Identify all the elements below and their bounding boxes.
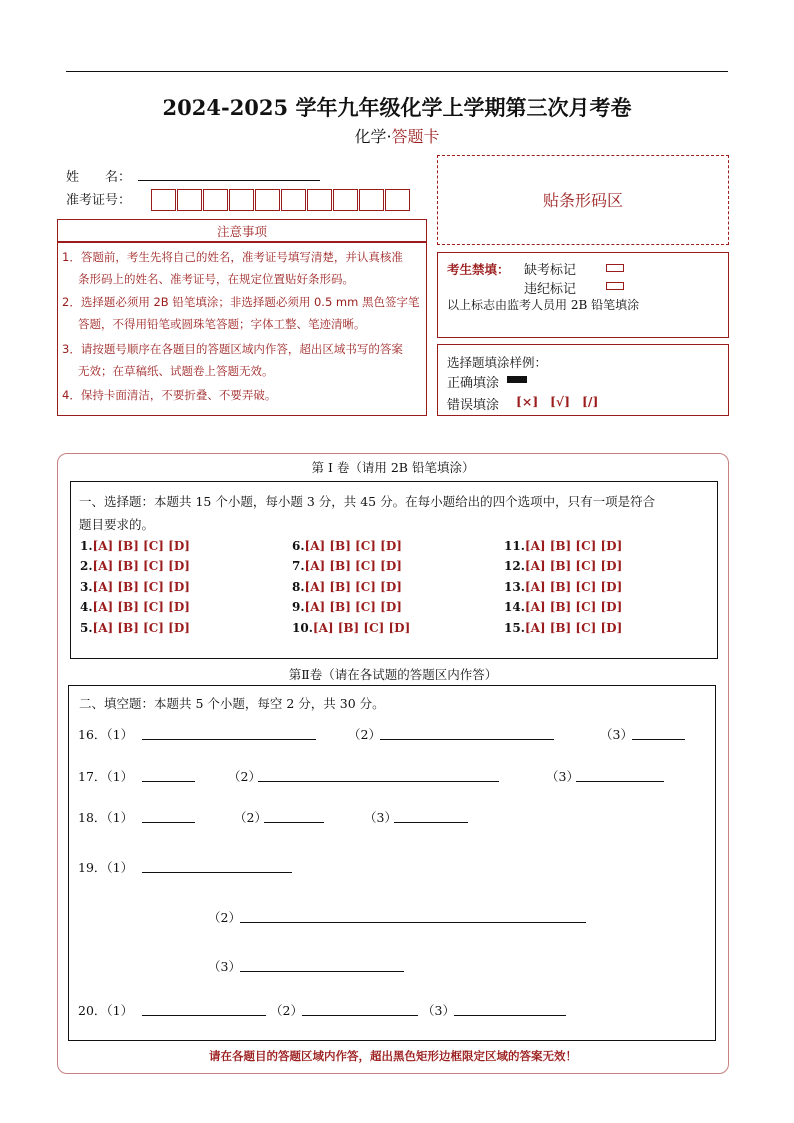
id-digit-box[interactable]	[255, 189, 280, 211]
question-5[interactable]	[80, 621, 190, 635]
question-number: 1.	[80, 539, 93, 553]
page-subtitle	[0, 124, 794, 147]
id-digit-box[interactable]	[177, 189, 202, 211]
answer-options[interactable]: [A] [B] [C] [D]	[524, 600, 623, 614]
question-2[interactable]	[80, 559, 190, 573]
question-number: 7.	[292, 559, 305, 573]
q16-blank-1[interactable]	[142, 739, 316, 740]
q20-label: 20．（1）	[78, 1003, 134, 1018]
question-number: 10.	[292, 621, 313, 635]
question-number: 3.	[80, 580, 93, 594]
notice-item-text: 2．选择题必须用 2B 铅笔填涂；非选择题必须用 0.5 mm 黑色签字笔	[62, 295, 420, 309]
part2-desc: 二、填空题：本题共 5 个小题，每空 2 分，共 30 分。	[79, 696, 385, 711]
question-11[interactable]	[504, 539, 622, 553]
q17-blank-3[interactable]	[576, 781, 664, 782]
notice-item-cont: 条形码上的姓名、准考证号，在规定位置贴好条形码。	[78, 272, 354, 286]
page-title: 2024-2025 学年九年级化学上学期第三次月考卷	[162, 95, 632, 120]
q18-blank-1[interactable]	[142, 822, 195, 823]
part1-desc-line2: 题目要求的。	[79, 517, 155, 532]
part2-title: 第Ⅱ卷（请在各试题的答题区内作答）	[288, 667, 498, 682]
forbidden-note: 以上标志由监考人员用 2B 铅笔填涂	[447, 298, 640, 312]
sample-correct-label: 正确填涂	[447, 376, 500, 391]
answer-options[interactable]: [A] [B] [C] [D]	[92, 539, 190, 553]
question-number: 13.	[504, 580, 525, 594]
wrong-mark-1: [×]	[516, 394, 539, 409]
sample-wrong-label: 错误填涂	[447, 398, 500, 413]
id-digit-box[interactable]	[151, 189, 176, 211]
q20-blank-3[interactable]	[454, 1015, 566, 1016]
notice-title: 注意事项	[216, 224, 267, 239]
exam-id-label: 准考证号：	[66, 193, 132, 208]
answer-options[interactable]: [A] [B] [C] [D]	[312, 621, 411, 635]
question-10[interactable]	[292, 621, 410, 635]
notice-item-2	[62, 291, 424, 335]
answer-options[interactable]: [A] [B] [C] [D]	[524, 580, 623, 594]
question-4[interactable]	[80, 600, 190, 614]
q18-blank-2[interactable]	[264, 822, 324, 823]
subtitle-suffix: 答题卡	[391, 127, 440, 146]
question-number: 2.	[80, 559, 93, 573]
top-rule	[66, 71, 728, 72]
answer-options[interactable]: [A] [B] [C] [D]	[524, 539, 623, 553]
answer-options[interactable]: [A] [B] [C] [D]	[92, 559, 190, 573]
q19-part3-label: （3）	[208, 959, 241, 974]
wrong-mark-2: [√]	[550, 394, 571, 409]
answer-options[interactable]: [A] [B] [C] [D]	[304, 539, 402, 553]
filled-mark-icon	[507, 376, 527, 383]
q17-part3-label: （3）	[546, 769, 579, 784]
answer-options[interactable]: [A] [B] [C] [D]	[524, 559, 623, 573]
q19-label: 19．（1）	[78, 860, 134, 875]
part1-title: 第 I 卷（请用 2B 铅笔填涂）	[311, 460, 475, 475]
q19-part2-label: （2）	[208, 910, 241, 925]
q18-blank-3[interactable]	[394, 822, 468, 823]
question-1[interactable]	[80, 539, 190, 553]
notice-item-3	[62, 338, 424, 382]
notice-item-1	[62, 246, 424, 290]
q18-label: 18．（1）	[78, 810, 134, 825]
name-field[interactable]	[138, 180, 320, 181]
question-3[interactable]	[80, 580, 190, 594]
question-number: 15.	[504, 621, 525, 635]
question-14[interactable]	[504, 600, 622, 614]
answer-options[interactable]: [A] [B] [C] [D]	[92, 600, 190, 614]
q17-part2-label: （2）	[228, 769, 261, 784]
q17-label: 17．（1）	[78, 769, 134, 784]
question-number: 4.	[80, 600, 93, 614]
q20-blank-2[interactable]	[302, 1015, 418, 1016]
absent-mark-box[interactable]	[606, 264, 624, 272]
id-digit-box[interactable]	[203, 189, 228, 211]
q20-blank-1[interactable]	[142, 1015, 266, 1016]
question-number: 5.	[80, 621, 93, 635]
question-number: 11.	[504, 539, 525, 553]
answer-options[interactable]: [A] [B] [C] [D]	[524, 621, 623, 635]
q16-blank-2[interactable]	[380, 739, 554, 740]
question-6[interactable]	[292, 539, 402, 553]
answer-options[interactable]: [A] [B] [C] [D]	[304, 600, 402, 614]
subtitle-prefix: 化学·	[354, 127, 392, 146]
id-digit-box[interactable]	[281, 189, 306, 211]
question-number: 12.	[504, 559, 525, 573]
answer-options[interactable]: [A] [B] [C] [D]	[92, 580, 190, 594]
question-7[interactable]	[292, 559, 402, 573]
answer-options[interactable]: [A] [B] [C] [D]	[304, 559, 402, 573]
barcode-label: 贴条形码区	[542, 191, 623, 210]
id-digit-box[interactable]	[333, 189, 358, 211]
violation-label: 违纪标记	[524, 282, 577, 297]
q19-blank-2[interactable]	[240, 922, 586, 923]
q20-part3-label: （3）	[422, 1003, 455, 1018]
q16-label: 16．（1）	[78, 727, 134, 742]
question-number: 8.	[292, 580, 305, 594]
notice-item-text: 1．答题前，考生先将自己的姓名，准考证号填写清楚，并认真核准	[62, 250, 403, 264]
footer-warning: 请在各题目的答题区域内作答，超出黑色矩形边框限定区域的答案无效！	[209, 1049, 577, 1063]
id-digit-box[interactable]	[229, 189, 254, 211]
q16-part3-label: （3）	[600, 727, 633, 742]
q18-part2-label: （2）	[234, 810, 267, 825]
violation-mark-box[interactable]	[606, 282, 624, 290]
q16-blank-3[interactable]	[632, 739, 685, 740]
question-number: 9.	[292, 600, 305, 614]
q19-blank-3[interactable]	[240, 971, 404, 972]
question-number: 14.	[504, 600, 525, 614]
question-9[interactable]	[292, 600, 402, 614]
id-digit-box[interactable]	[385, 189, 410, 211]
question-13[interactable]	[504, 580, 622, 594]
name-label: 姓 名：	[66, 170, 132, 185]
wrong-mark-3: [/]	[582, 394, 599, 409]
question-15[interactable]	[504, 621, 622, 635]
notice-item-4	[62, 384, 424, 406]
question-8[interactable]	[292, 580, 402, 594]
notice-item-text: 4．保持卡面清洁，不要折叠、不要弄破。	[62, 388, 277, 402]
q17-blank-2[interactable]	[258, 781, 499, 782]
q19-blank-1[interactable]	[142, 872, 292, 873]
id-digit-box[interactable]	[359, 189, 384, 211]
id-digit-box[interactable]	[307, 189, 332, 211]
notice-item-text: 3．请按题号顺序在各题目的答题区域内作答，超出区域书写的答案	[62, 342, 403, 356]
part1-desc-line1: 一、选择题：本题共 15 个小题，每小题 3 分，共 45 分。在每小题给出的四个选项中，只有一项是符合	[79, 494, 656, 509]
q18-part3-label: （3）	[364, 810, 397, 825]
absent-label: 缺考标记	[524, 263, 577, 278]
q16-part2-label: （2）	[348, 727, 381, 742]
q17-blank-1[interactable]	[142, 781, 195, 782]
q20-part2-label: （2）	[270, 1003, 303, 1018]
notice-item-cont: 无效；在草稿纸、试题卷上答题无效。	[78, 364, 274, 378]
question-12[interactable]	[504, 559, 622, 573]
sample-title: 选择题填涂样例：	[447, 355, 548, 370]
answer-options[interactable]: [A] [B] [C] [D]	[304, 580, 402, 594]
notice-item-cont: 答题，不得用铅笔或圆珠笔答题；字体工整、笔迹清晰。	[78, 317, 366, 331]
forbidden-label: 考生禁填：	[447, 262, 510, 277]
question-number: 6.	[292, 539, 305, 553]
answer-options[interactable]: [A] [B] [C] [D]	[92, 621, 190, 635]
